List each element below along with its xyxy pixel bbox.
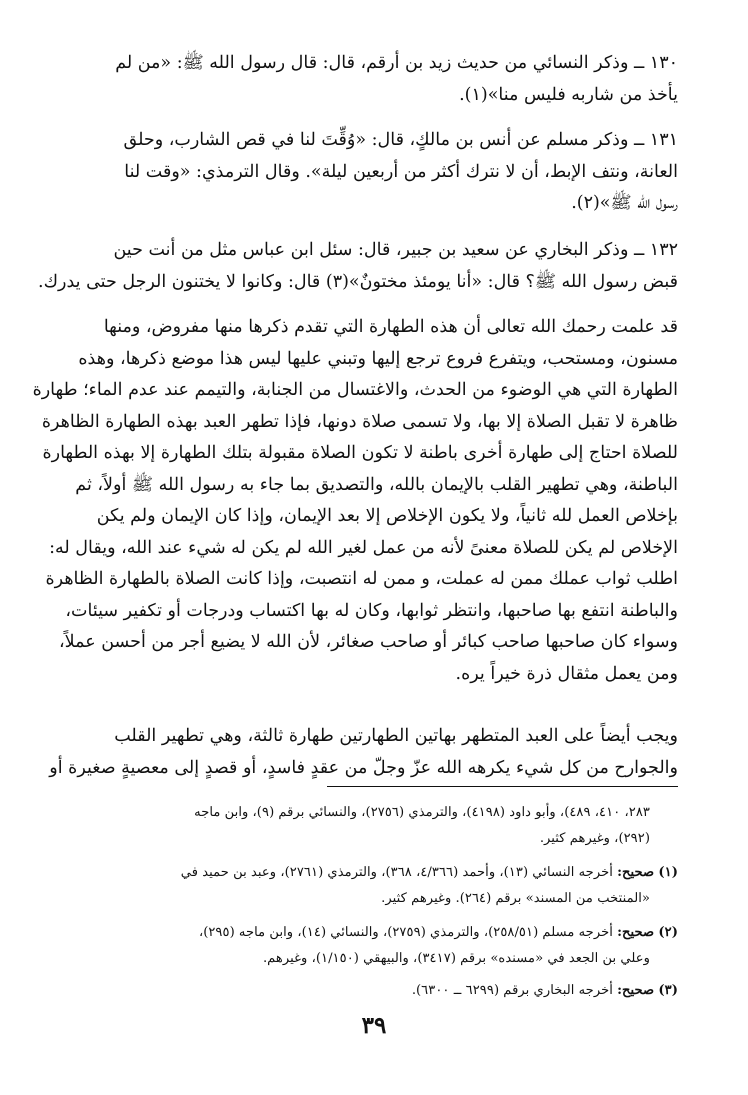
footnote-line: «المنتخب من المسند» برقم (٢٦٤). وغيرهم كثير. [381, 891, 650, 906]
text-line: وسواء كان صاحبها صاحب كبائر أو صاحب صغائر، لأن الله لا يضيع أجر من أحسن عملاً، [59, 632, 678, 652]
footnote-grade: صحيح: [617, 925, 655, 940]
footnote-number: (٢) [658, 925, 678, 940]
text-line: ١٣٢ ــ وذكر البخاري عن سعيد بن جبير، قال: سئل ابن عباس مثل من أنت حين [113, 240, 678, 260]
footnote-2 [74, 920, 678, 972]
text-line: للصلاة احتاج إلى طهارة أخرى باطنة لا تكون الصلاة مقبولة بتلك الطهارة إلا بهذه الطهارة [42, 443, 678, 463]
hadith-130 [74, 48, 678, 111]
footnote-line: ٢٨٣، ٤١٠، ٤٨٩)، وأبو داود (٤١٩٨)، والترمذي (٢٧٥٦)، والنسائي برقم (٩)، وابن ماجه [194, 805, 650, 820]
text-line: يأخذ من شاربه فليس منا»(١). [459, 84, 678, 105]
footnote-line [74, 978, 678, 1004]
text-line: ١٣٠ ــ وذكر النسائي من حديث زيد بن أرقم، قال: قال رسول الله ﷺ: «من لم [115, 53, 678, 73]
text-line: مسنون، ومستحب، ويتفرع فروع ترجع إليها وتبني عليها ليس هذا موضع ذكرها، وهذه [78, 348, 678, 369]
footnote-number: (١) [658, 865, 678, 880]
footnote-grade: صحيح: [617, 983, 655, 998]
text-line: الباطنة، وهي تطهير القلب بالإيمان بالله، والتصديق بما جاء به رسول الله ﷺ أولاً، ثم [75, 474, 678, 495]
text-line: ومن يعمل مثقال ذرة خيراً يره. [455, 663, 678, 684]
footnote-text: أخرجه البخاري برقم (٦٢٩٩ ــ ٦٣٠٠). [411, 983, 613, 998]
page-number: ٣٩ [361, 1012, 387, 1039]
text-line: ١٣١ ــ وذكر مسلم عن أنس بن مالكٍ، قال: «وُقِّتَ لنا في قص الشارب، وحلق [123, 130, 678, 150]
text-line: رسول الله ﷺ»(٢). [571, 193, 678, 213]
footnote-1 [74, 860, 678, 912]
footnote-divider [327, 786, 678, 787]
text-line: العانة، ونتف الإبط، أن لا نترك أكثر من أربعين ليلة». وقال الترمذي: «وقت لنا [124, 161, 678, 182]
footnote-continuation [74, 800, 678, 852]
text-line: قبض رسول الله ﷺ؟ قال: «أنا يومئذ مختونٌ»(٣) قال: وكانوا لا يختنون الرجل حتى يدرك. [38, 271, 678, 292]
text-line: بإخلاص العمل لله ثانياً، ولا يكون الإخلاص إلا بعد الإيمان، وإذا كان الإيمان ولم يكن [96, 506, 678, 526]
footnote-line [74, 860, 678, 886]
third-taharah-paragraph [49, 721, 678, 784]
footnote-line [74, 920, 678, 946]
footnote-text: أخرجه مسلم (٢٥٨/٥١)، والترمذي (٢٧٥٩)، والنسائي (١٤)، وابن ماجه (٢٩٥)، [198, 925, 613, 940]
text-line: ظاهرة لا تقبل الصلاة إلا بها، ولا تسمى صلاة دونها، فإذا تطهر العبد بهذه الطهارة الظاهرة [41, 411, 678, 432]
hadith-131 [74, 125, 678, 220]
footnote-line: وعلي بن الجعد في «مسنده» برقم (٣٤١٧)، والبيهقي (١/١٥٠)، وغيرهم. [262, 951, 650, 966]
text-line: قد علمت رحمك الله تعالى أن هذه الطهارة التي تقدم ذكرها منها مفروض، ومنها [103, 317, 678, 337]
taharah-paragraph [32, 312, 678, 690]
text-line: اطلب ثواب عملك ممن له عملت، و ممن له انتصبت، وإذا كانت الصلاة بالطهارة الظاهرة [45, 569, 678, 589]
footnote-line: (٢٩٢)، وغيرهم كثير. [539, 831, 650, 846]
text-line: ويجب أيضاً على العبد المتطهر بهاتين الطهارتين طهارة ثالثة، وهي تطهير القلب [114, 726, 678, 746]
text-line: والباطنة انتفع بها صاحبها، وانتظر ثوابها، وكان له بها اكتساب ودرجات أو تكفير سيئات، [65, 600, 678, 621]
footnote-grade: صحيح: [617, 865, 655, 880]
text-line: الإخلاص لم يكن للصلاة معنىً لأنه من عمل لغير الله لم يكن له شيء عند الله، ويقال له: [49, 537, 678, 558]
text-line: الطهارة التي هي الوضوء من الحدث، والاغتسال من الجنابة، والتيمم عند عدم الماء؛ طهارة [32, 380, 678, 400]
footnote-3 [74, 978, 678, 1004]
footnote-number: (٣) [658, 983, 678, 998]
text-line: والجوارح من كل شيء يكرهه الله عزّ وجلّ من عقدٍ فاسدٍ، أو قصدٍ إلى معصيةٍ صغيرة أو [49, 757, 678, 778]
footnote-text: أخرجه النسائي (١٣)، وأحمد (٤/٣٦٦، ٣٦٨)، والترمذي (٢٧٦١)، وعبد بن حميد في [180, 865, 613, 880]
hadith-132 [38, 235, 678, 298]
